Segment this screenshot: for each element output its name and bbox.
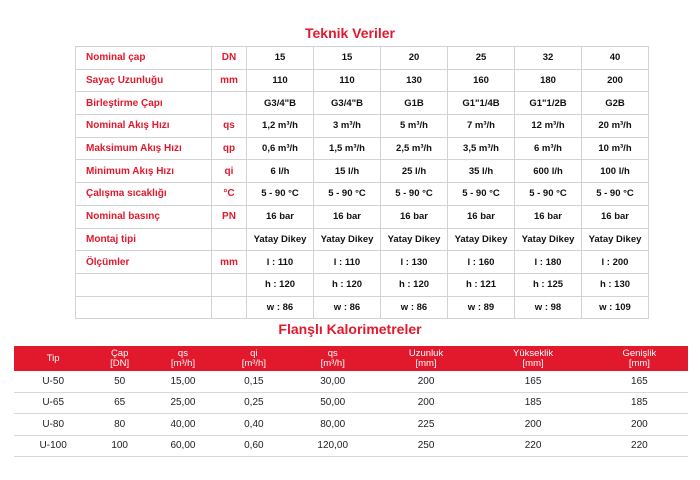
spec-label — [76, 296, 212, 319]
spec-row — [76, 137, 649, 160]
spec-unit: mm — [212, 251, 247, 274]
spec-unit: qp — [212, 137, 247, 160]
flanged-calorimeters-title: Flanşlı Kalorimetreler — [278, 321, 422, 337]
spec-value: 12 m³/h — [515, 115, 582, 138]
spec-value: 15 — [314, 47, 381, 70]
table-cell: 120,00 — [289, 435, 377, 457]
table-cell: 165 — [475, 371, 590, 392]
column-header-title: qs — [327, 347, 338, 359]
spec-value: 130 — [381, 69, 448, 92]
column-header-title: Uzunluk — [408, 347, 444, 359]
spec-value: w : 109 — [582, 296, 649, 319]
spec-value: 5 - 90 °C — [582, 183, 649, 206]
spec-value: 10 m³/h — [582, 137, 649, 160]
spec-value: w : 89 — [448, 296, 515, 319]
spec-value: 20 m³/h — [582, 115, 649, 138]
flanged-calorimeters-table — [14, 346, 688, 457]
column-header — [147, 346, 219, 371]
spec-row — [76, 183, 649, 206]
spec-label — [76, 273, 212, 296]
spec-value: 15 l/h — [314, 160, 381, 183]
table-cell: 0,25 — [219, 392, 289, 414]
table-cell: 200 — [591, 414, 688, 436]
spec-value: 35 l/h — [448, 160, 515, 183]
spec-value: 5 m³/h — [381, 115, 448, 138]
spec-label: Nominal basınç — [76, 205, 212, 228]
spec-unit: °C — [212, 183, 247, 206]
column-header-title: Tip — [46, 352, 60, 364]
spec-value: 180 — [515, 69, 582, 92]
spec-unit: qi — [212, 160, 247, 183]
table-cell: 30,00 — [289, 371, 377, 392]
spec-label: Montaj tipi — [76, 228, 212, 251]
technical-data-title: Teknik Veriler — [304, 25, 395, 41]
spec-value: 5 - 90 °C — [381, 183, 448, 206]
spec-value: 5 - 90 °C — [314, 183, 381, 206]
table-header-row — [14, 346, 688, 371]
spec-value: 0,6 m³/h — [247, 137, 314, 160]
spec-value: w : 86 — [314, 296, 381, 319]
spec-value: 6 m³/h — [515, 137, 582, 160]
spec-value: h : 125 — [515, 273, 582, 296]
column-header-unit: [m³/h] — [320, 357, 345, 369]
spec-value: G1"1/2B — [515, 92, 582, 115]
spec-label: Çalışma sıcaklığı — [76, 183, 212, 206]
spec-value: 16 bar — [381, 205, 448, 228]
column-header-unit: [mm] — [628, 357, 650, 369]
spec-value: 600 l/h — [515, 160, 582, 183]
spec-value: Yatay Dikey — [448, 228, 515, 251]
spec-value: 110 — [314, 69, 381, 92]
spec-row — [76, 205, 649, 228]
spec-value: Yatay Dikey — [314, 228, 381, 251]
table-row — [14, 414, 688, 436]
spec-value: w : 98 — [515, 296, 582, 319]
table-row — [14, 435, 688, 457]
table-cell: 200 — [377, 392, 476, 414]
column-header-unit: [m³/h] — [241, 357, 266, 369]
table-cell: 250 — [377, 435, 476, 457]
spec-value: Yatay Dikey — [515, 228, 582, 251]
spec-value: 20 — [381, 47, 448, 70]
table-cell: 185 — [475, 392, 590, 414]
technical-data-table — [75, 46, 649, 319]
spec-value: l : 130 — [381, 251, 448, 274]
spec-value: 2,5 m³/h — [381, 137, 448, 160]
spec-value: 40 — [582, 47, 649, 70]
spec-value: 7 m³/h — [448, 115, 515, 138]
spec-value: Yatay Dikey — [381, 228, 448, 251]
table-cell: 0,15 — [219, 371, 289, 392]
spec-value: 5 - 90 °C — [448, 183, 515, 206]
spec-unit: PN — [212, 205, 247, 228]
spec-value: 5 - 90 °C — [247, 183, 314, 206]
spec-unit — [212, 228, 247, 251]
spec-row — [76, 92, 649, 115]
spec-value: h : 130 — [582, 273, 649, 296]
table-cell: 80,00 — [289, 414, 377, 436]
column-header-title: qi — [250, 347, 258, 359]
column-header — [92, 346, 147, 371]
table-row — [14, 392, 688, 414]
spec-value: 25 — [448, 47, 515, 70]
spec-value: 1,2 m³/h — [247, 115, 314, 138]
spec-value: w : 86 — [381, 296, 448, 319]
spec-unit — [212, 92, 247, 115]
spec-label: Ölçümler — [76, 251, 212, 274]
column-header-unit: [mm] — [415, 357, 437, 369]
spec-row — [76, 47, 649, 70]
table-cell: 65 — [92, 392, 147, 414]
spec-value: 5 - 90 °C — [515, 183, 582, 206]
spec-value: 32 — [515, 47, 582, 70]
spec-row — [76, 228, 649, 251]
spec-value: l : 180 — [515, 251, 582, 274]
spec-value: l : 110 — [247, 251, 314, 274]
table-cell: 25,00 — [147, 392, 219, 414]
spec-value: 200 — [582, 69, 649, 92]
table-cell: 220 — [591, 435, 688, 457]
column-header — [377, 346, 476, 371]
spec-value: G1B — [381, 92, 448, 115]
spec-unit — [212, 296, 247, 319]
spec-value: 1,5 m³/h — [314, 137, 381, 160]
table-cell: U-50 — [14, 371, 92, 392]
spec-value: 16 bar — [582, 205, 649, 228]
column-header — [475, 346, 590, 371]
spec-unit — [212, 273, 247, 296]
spec-row — [76, 273, 649, 296]
table-cell: U-80 — [14, 414, 92, 436]
column-header-unit: [mm] — [522, 357, 544, 369]
spec-value: G1"1/4B — [448, 92, 515, 115]
spec-value: l : 200 — [582, 251, 649, 274]
table-cell: 0,60 — [219, 435, 289, 457]
table-cell: 185 — [591, 392, 688, 414]
spec-value: l : 160 — [448, 251, 515, 274]
column-header-unit: [DN] — [110, 357, 130, 369]
column-header — [591, 346, 688, 371]
spec-row — [76, 296, 649, 319]
spec-value: h : 120 — [381, 273, 448, 296]
spec-label: Nominal çap — [76, 47, 212, 70]
spec-value: l : 110 — [314, 251, 381, 274]
spec-value: G3/4"B — [247, 92, 314, 115]
spec-label: Maksimum Akış Hızı — [76, 137, 212, 160]
column-header — [219, 346, 289, 371]
spec-value: 100 l/h — [582, 160, 649, 183]
spec-value: Yatay Dikey — [247, 228, 314, 251]
spec-row — [76, 69, 649, 92]
spec-value: 16 bar — [448, 205, 515, 228]
spec-value: w : 86 — [247, 296, 314, 319]
table-cell: 50 — [92, 371, 147, 392]
spec-value: Yatay Dikey — [582, 228, 649, 251]
table-cell: U-100 — [14, 435, 92, 457]
table-cell: 60,00 — [147, 435, 219, 457]
spec-value: 25 l/h — [381, 160, 448, 183]
spec-label: Minimum Akış Hızı — [76, 160, 212, 183]
spec-value: 16 bar — [515, 205, 582, 228]
table-cell: 80 — [92, 414, 147, 436]
spec-value: 16 bar — [314, 205, 381, 228]
spec-value: h : 121 — [448, 273, 515, 296]
spec-value: 160 — [448, 69, 515, 92]
spec-label: Sayaç Uzunluğu — [76, 69, 212, 92]
spec-value: 15 — [247, 47, 314, 70]
table-cell: 200 — [377, 371, 476, 392]
column-header-title: Genişlik — [622, 347, 657, 359]
table-cell: 200 — [475, 414, 590, 436]
column-header-title: Yükseklik — [513, 347, 554, 359]
table-cell: U-65 — [14, 392, 92, 414]
spec-unit: mm — [212, 69, 247, 92]
column-header — [289, 346, 377, 371]
spec-value: 110 — [247, 69, 314, 92]
spec-unit: qs — [212, 115, 247, 138]
spec-row — [76, 160, 649, 183]
spec-value: 3 m³/h — [314, 115, 381, 138]
table-cell: 50,00 — [289, 392, 377, 414]
spec-row — [76, 115, 649, 138]
column-header-title: qs — [177, 347, 188, 359]
table-cell: 40,00 — [147, 414, 219, 436]
spec-value: G3/4"B — [314, 92, 381, 115]
table-cell: 15,00 — [147, 371, 219, 392]
spec-row — [76, 251, 649, 274]
table-cell: 220 — [475, 435, 590, 457]
spec-value: 6 l/h — [247, 160, 314, 183]
column-header-unit: [m³/h] — [170, 357, 196, 369]
table-cell: 100 — [92, 435, 147, 457]
spec-label: Nominal Akış Hızı — [76, 115, 212, 138]
spec-value: 3,5 m³/h — [448, 137, 515, 160]
table-cell: 225 — [377, 414, 476, 436]
column-header — [14, 346, 92, 371]
spec-label: Birleştirme Çapı — [76, 92, 212, 115]
table-cell: 165 — [591, 371, 688, 392]
spec-value: G2B — [582, 92, 649, 115]
spec-value: h : 120 — [247, 273, 314, 296]
column-header-title: Çap — [110, 347, 129, 359]
table-cell: 0,40 — [219, 414, 289, 436]
spec-value: 16 bar — [247, 205, 314, 228]
spec-value: h : 120 — [314, 273, 381, 296]
table-row — [14, 371, 688, 392]
spec-unit: DN — [212, 47, 247, 70]
